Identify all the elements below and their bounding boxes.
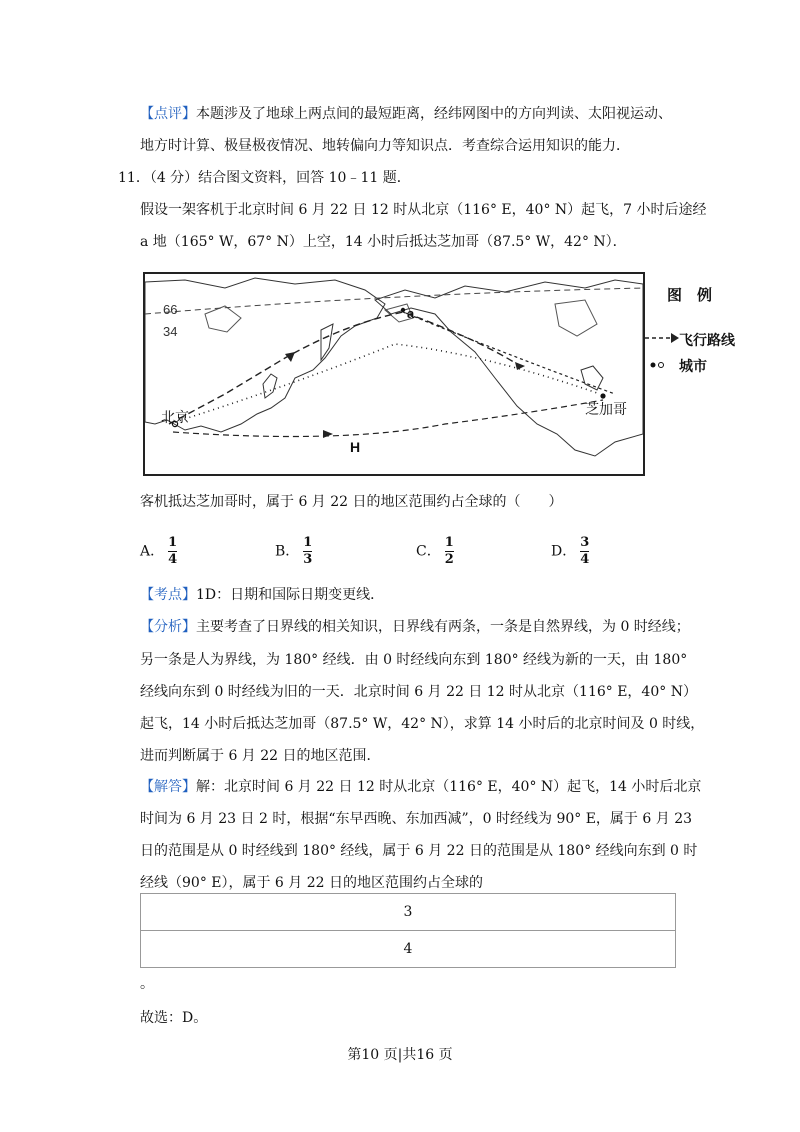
- review-text-2: 地方时计算、极昼极夜情况、地转偏向力等知识点．考查综合运用知识的能力．: [140, 138, 630, 154]
- option-a-letter: A．: [140, 543, 165, 560]
- option-c[interactable]: [416, 536, 454, 567]
- kaodian-tag: 【考点】: [140, 587, 196, 603]
- option-a-denominator: 4: [168, 552, 178, 567]
- option-c-numerator: 1: [444, 535, 454, 550]
- lat-34-label: 34: [163, 324, 178, 339]
- hudson-bay: [555, 300, 597, 336]
- option-d-fraction: [580, 536, 589, 567]
- question-intro-2: a 地（165° W，67° N）上空，14 小时后抵达芝加哥（87.5° W，42° N）．: [140, 234, 627, 250]
- option-a-numerator: 1: [168, 535, 178, 550]
- map-svg: [145, 274, 643, 474]
- map-legend: [645, 282, 745, 392]
- kaodian-line: [140, 585, 384, 605]
- jieda-text-4: 经线（90° E），属于 6 月 22 日的地区范围约占全球的: [140, 875, 484, 891]
- option-d-numerator: 3: [580, 535, 590, 550]
- legend-city-icon: [649, 360, 669, 370]
- jieda-line-1: [140, 777, 701, 797]
- flight-map: [143, 272, 645, 476]
- option-c-fraction: [445, 536, 454, 567]
- review-text-1: 本题涉及了地球上两点间的最短距离，经纬网图中的方向判读、太阳视运动、: [196, 106, 672, 122]
- fraction-numerator-cell: 3: [141, 894, 676, 931]
- review-line-1: [140, 104, 672, 124]
- a-label: a: [407, 306, 415, 321]
- legend-route-label: 飞行路线: [679, 333, 735, 349]
- latitude-66-line: [145, 288, 643, 314]
- chicago-label: 芝加哥: [585, 402, 627, 418]
- option-d-letter: D．: [551, 543, 577, 560]
- jieda-text-2: 时间为 6 月 23 日 2 时，根据“东早西晚、东加西减”，0 时经线为 90° E，属于 6 月 23: [140, 811, 693, 827]
- answer-line: 故选：D。: [140, 1010, 208, 1026]
- question-stem: 客机抵达芝加哥时，属于 6 月 22 日的地区范围约占全球的（ ）: [140, 494, 563, 510]
- route-h: [173, 400, 603, 437]
- option-b-numerator: 1: [303, 535, 313, 550]
- great-lakes: [581, 366, 603, 390]
- japan-island: [263, 374, 277, 398]
- asia-landmass: [145, 278, 385, 432]
- option-a-fraction: [168, 536, 177, 567]
- a-point-dot: [401, 308, 405, 312]
- jieda-tag: 【解答】: [140, 779, 196, 795]
- option-d-denominator: 4: [580, 552, 590, 567]
- kaodian-text: 1D：日期和国际日期变更线．: [196, 587, 385, 603]
- option-b[interactable]: [275, 536, 312, 567]
- period-mark: 。: [140, 976, 154, 992]
- fenxi-text-1: 主要考查了日界线的相关知识，日界线有两条，一条是自然界线，为 0 时经线；: [196, 619, 690, 635]
- question-header-row: [118, 168, 411, 188]
- legend-city-label: 城市: [679, 359, 707, 375]
- option-b-fraction: [303, 536, 312, 567]
- fraction-denominator-cell: 4: [141, 931, 676, 968]
- question-header: （4 分）结合图文资料，回答 10﹣11 题．: [149, 170, 411, 186]
- option-d[interactable]: [551, 536, 589, 567]
- fenxi-text-5: 进而判断属于 6 月 22 日的地区范围．: [140, 748, 381, 764]
- route-arrow-2: [323, 430, 333, 438]
- option-b-denominator: 3: [303, 552, 313, 567]
- route-great-circle: [169, 312, 517, 424]
- option-c-denominator: 2: [444, 552, 454, 567]
- lat-66-label: 66: [163, 302, 178, 317]
- fenxi-text-4: 起飞，14 小时后抵达芝加哥（87.5° W，42° N），求算 14 小时后的北京时间及 0 时线，: [140, 716, 705, 732]
- option-c-letter: C．: [416, 543, 441, 560]
- jieda-text-3: 日的范围是从 0 时经线到 180° 经线，属于 6 月 22 日的范围是从 180° 经线向东到 0 时: [140, 843, 698, 859]
- review-tag: 【点评】: [140, 106, 196, 122]
- h-label: H: [350, 439, 361, 455]
- beijing-label: 北京: [161, 410, 189, 426]
- page-footer: 第10 页|共16 页: [347, 1047, 453, 1063]
- route-arrow-3: [515, 362, 525, 370]
- route-to-chicago: [403, 312, 615, 394]
- fenxi-text-3: 经线向东到 0 时经线为旧的一天．北京时间 6 月 22 日 12 时从北京（116° E，40° N）: [140, 684, 697, 700]
- legend-title: 图 例: [667, 286, 713, 304]
- option-a[interactable]: [140, 536, 177, 567]
- fraction-table: [140, 893, 676, 968]
- fenxi-text-2: 另一条是人为界线，为 180° 经线．由 0 时经线向东到 180° 经线为新的一天，由 180°: [140, 652, 688, 668]
- jieda-text-1: 解：北京时间 6 月 22 日 12 时从北京（116° E，40° N）起飞，14 小时后北京: [196, 779, 702, 795]
- route-dotted: [175, 344, 600, 422]
- sea-shape: [205, 306, 241, 332]
- fenxi-tag: 【分析】: [140, 619, 196, 635]
- fenxi-line-1: [140, 617, 690, 637]
- question-number: 11．: [118, 170, 150, 186]
- chicago-city-dot: [600, 393, 605, 398]
- option-b-letter: B．: [275, 543, 300, 560]
- question-intro-1: 假设一架客机于北京时间 6 月 22 日 12 时从北京（116° E，40° N）起飞，7 小时后途经: [140, 202, 707, 218]
- legend-route-icon: [645, 332, 681, 344]
